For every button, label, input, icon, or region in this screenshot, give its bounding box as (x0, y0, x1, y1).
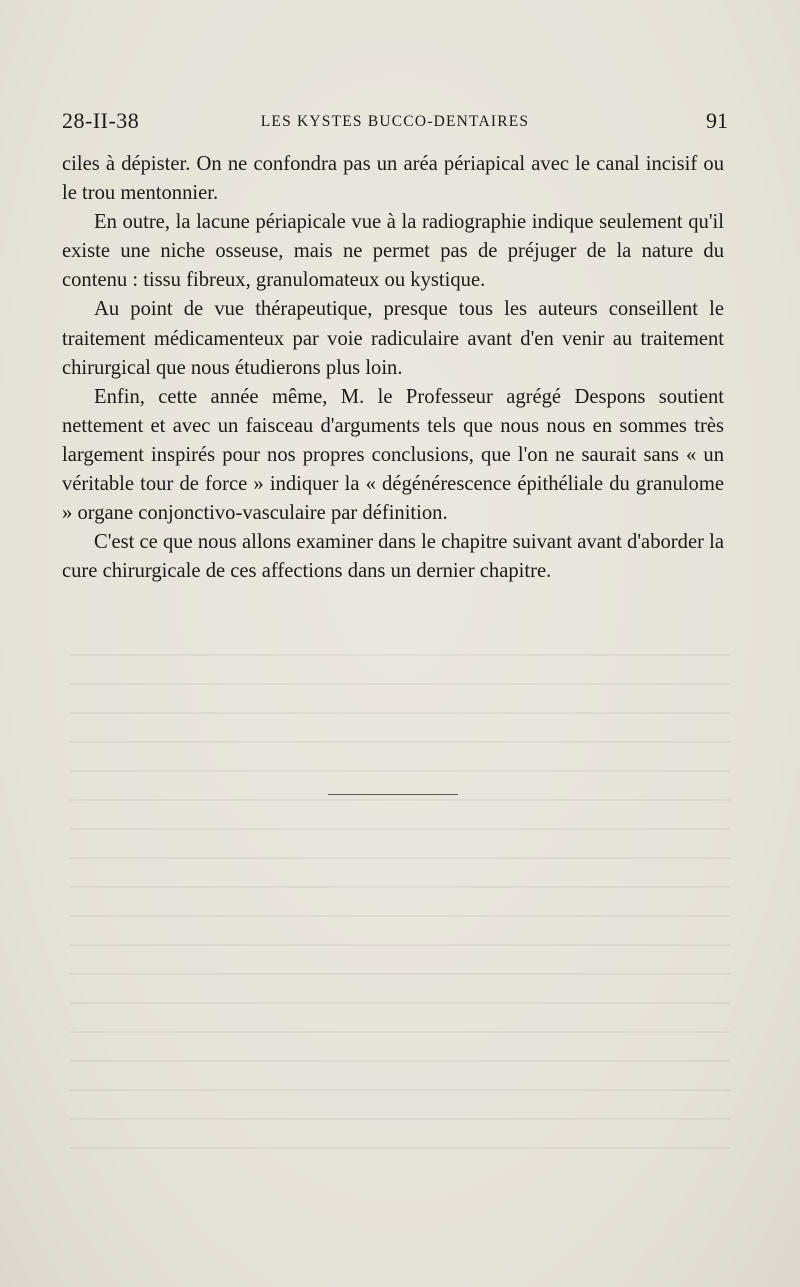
paragraph-5: C'est ce que nous allons examiner dans le chapitre suivant avant d'aborder la cure chirurgicale de ces affections dans un dernier chapitre. (62, 531, 724, 583)
running-header (62, 108, 728, 138)
section-end-rule (328, 794, 458, 795)
body-text (62, 150, 724, 586)
page-number: 91 (706, 108, 728, 133)
show-through-texture (70, 640, 730, 1160)
header-title: LES KYSTES BUCCO-DENTAIRES (260, 113, 530, 130)
paragraph-4: Enfin, cette année même, M. le Professeur agrégé Despons soutient nettement et avec un faisceau d'arguments tels que nous nous en sommes très largement inspirés pour nos propres conclusions, que l'on ne saurait sans « un véritable tour de force » indiquer la « dégénérescence épithéliale du granulome » organe conjonctivo-vasculaire par définition. (62, 385, 724, 525)
header-date: 28-II-38 (62, 108, 140, 133)
paragraph-2: En outre, la lacune périapicale vue à la radiographie indique seulement qu'il existe une niche osseuse, mais ne permet pas de préjuger de la nature du contenu : tissu fibreux, granulomateux ou kystique. (62, 211, 724, 292)
paragraph-3: Au point de vue thérapeutique, presque tous les auteurs conseillent le traitement médicamenteux par voie radiculaire avant d'en venir au traitement chirurgical que nous étudierons plus loin. (62, 298, 724, 379)
paragraph-1: ciles à dépister. On ne confondra pas un aréa périapical avec le canal incisif ou le trou mentonnier. (62, 153, 724, 205)
